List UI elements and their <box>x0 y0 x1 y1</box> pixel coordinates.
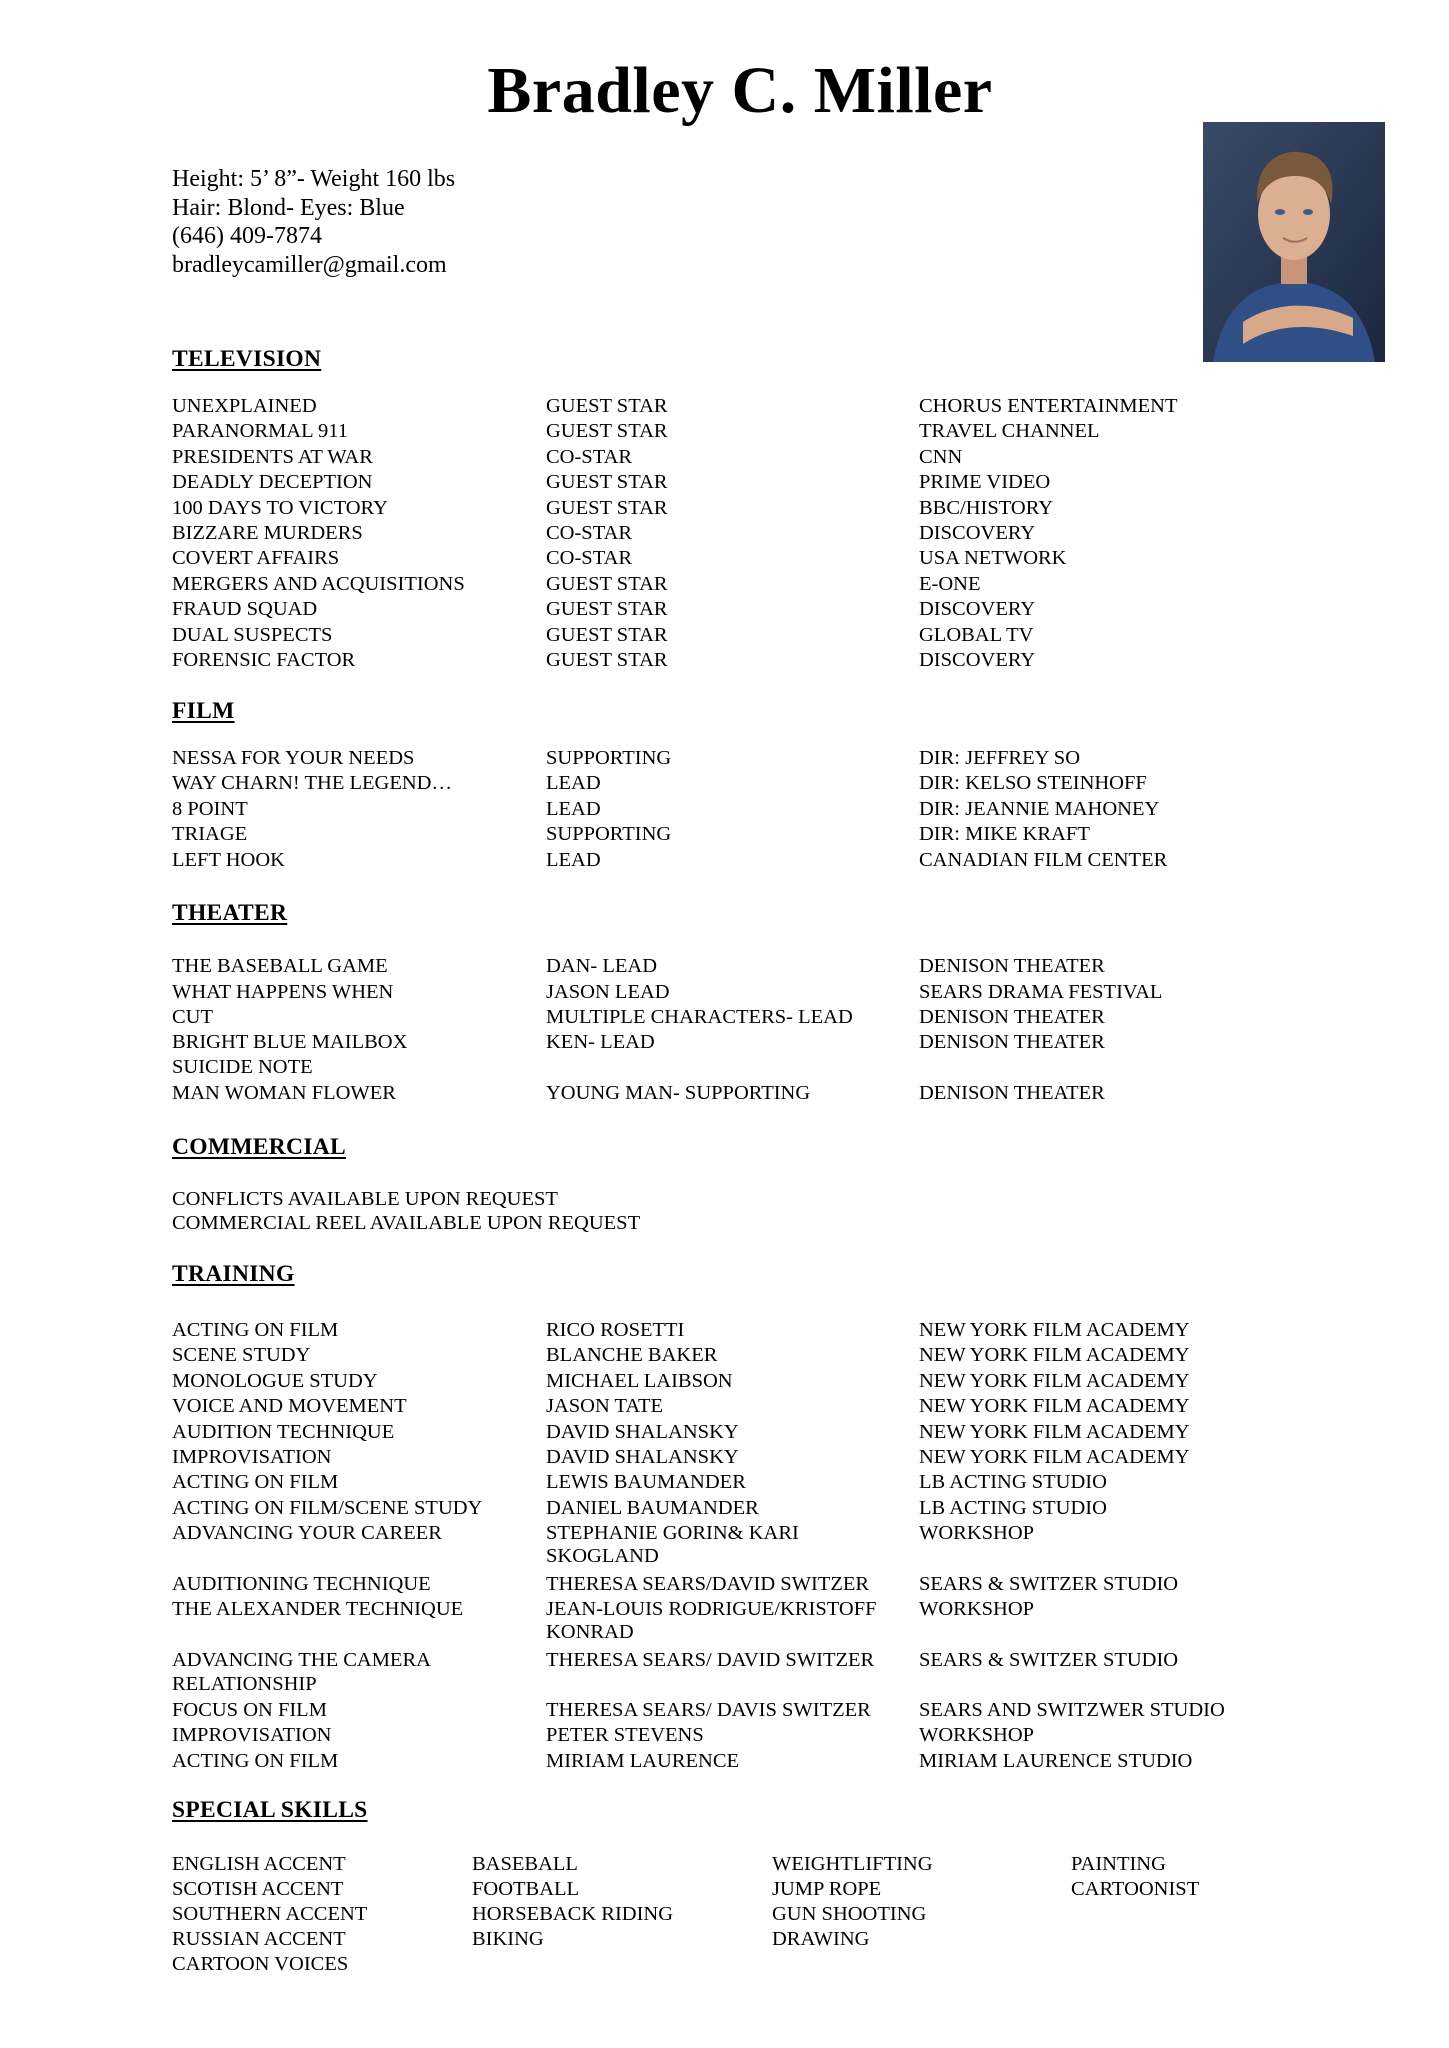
contact-height-weight: Height: 5’ 8”- Weight 160 lbs <box>172 166 456 192</box>
credit-role: MULTIPLE CHARACTERS- LEAD <box>546 1006 853 1029</box>
training-teacher: KONRAD <box>546 1621 634 1643</box>
training-school: NEW YORK FILM ACADEMY <box>919 1420 1190 1443</box>
skill-item: DRAWING <box>772 1928 870 1950</box>
training-class: VOICE AND MOVEMENT <box>172 1395 407 1418</box>
training-teacher: PETER STEVENS <box>546 1724 704 1747</box>
section-heading-training: TRAINING <box>172 1261 295 1287</box>
credit-network: PRIME VIDEO <box>919 471 1051 494</box>
training-teacher: THERESA SEARS/ DAVIS SWITZER <box>546 1698 871 1721</box>
training-teacher: DAVID SHALANSKY <box>546 1420 739 1443</box>
training-teacher: SKOGLAND <box>546 1545 659 1567</box>
credit-role: SUPPORTING <box>546 823 672 846</box>
credit-director: CANADIAN FILM CENTER <box>919 848 1168 871</box>
credit-role: DAN- LEAD <box>546 955 658 977</box>
credit-role: CO-STAR <box>546 547 633 570</box>
credit-venue: DENISON THEATER <box>919 1031 1105 1053</box>
credit-title: BRIGHT BLUE MAILBOX <box>172 1031 408 1053</box>
skill-item: CARTOONIST <box>1071 1878 1200 1900</box>
skill-item: PAINTING <box>1071 1853 1166 1875</box>
contact-hair-eyes: Hair: Blond- Eyes: Blue <box>172 194 405 221</box>
training-school: WORKSHOP <box>919 1724 1035 1747</box>
training-teacher: BLANCHE BAKER <box>546 1344 718 1367</box>
commercial-line: CONFLICTS AVAILABLE UPON REQUEST <box>172 1188 558 1210</box>
credit-title: 8 POINT <box>172 797 248 820</box>
credit-role: GUEST STAR <box>546 598 668 621</box>
credit-venue: DENISON THEATER <box>919 1006 1105 1029</box>
section-heading-theater: THEATER <box>172 900 288 926</box>
credit-network: CHORUS ENTERTAINMENT <box>919 395 1178 417</box>
credit-network: DISCOVERY <box>919 649 1036 671</box>
contact-email: bradleycamiller@gmail.com <box>172 251 447 278</box>
training-class: ACTING ON FILM <box>172 1319 339 1341</box>
skill-item: ENGLISH ACCENT <box>172 1853 346 1875</box>
skill-item: BASEBALL <box>472 1853 578 1875</box>
credit-title: SUICIDE NOTE <box>172 1056 313 1079</box>
commercial-line: COMMERCIAL REEL AVAILABLE UPON REQUEST <box>172 1212 641 1234</box>
training-class: AUDITION TECHNIQUE <box>172 1420 395 1443</box>
page-title: Bradley C. Miller <box>487 54 993 127</box>
credit-title: WAY CHARN! THE LEGEND… <box>172 772 452 795</box>
training-school: WORKSHOP <box>919 1522 1035 1545</box>
training-school: LB ACTING STUDIO <box>919 1471 1107 1494</box>
training-class: IMPROVISATION <box>172 1446 332 1468</box>
credit-title: TRIAGE <box>172 823 248 846</box>
skill-item: SCOTISH ACCENT <box>172 1878 344 1900</box>
credit-title: DUAL SUSPECTS <box>172 623 333 646</box>
training-teacher: DANIEL BAUMANDER <box>546 1496 759 1519</box>
credit-title: DEADLY DECEPTION <box>172 471 373 494</box>
credit-title: LEFT HOOK <box>172 848 285 871</box>
credit-title: PRESIDENTS AT WAR <box>172 445 373 468</box>
credit-role: JASON LEAD <box>546 980 670 1003</box>
training-class: RELATIONSHIP <box>172 1673 317 1696</box>
credit-title: NESSA FOR YOUR NEEDS <box>172 747 415 769</box>
credit-role: CO-STAR <box>546 445 633 468</box>
credit-role: GUEST STAR <box>546 395 668 417</box>
skill-item: FOOTBALL <box>472 1878 580 1900</box>
training-class: IMPROVISATION <box>172 1724 332 1747</box>
training-school: SEARS & SWITZER STUDIO <box>919 1648 1179 1671</box>
training-school: NEW YORK FILM ACADEMY <box>919 1344 1190 1367</box>
training-school: LB ACTING STUDIO <box>919 1496 1107 1519</box>
training-school: SEARS AND SWITZWER STUDIO <box>919 1698 1225 1721</box>
credit-role: GUEST STAR <box>546 471 668 494</box>
training-teacher: RICO ROSETTI <box>546 1319 685 1341</box>
skill-item: WEIGHTLIFTING <box>772 1853 933 1875</box>
credit-title: FORENSIC FACTOR <box>172 649 356 671</box>
training-teacher: JASON TATE <box>546 1395 664 1418</box>
credit-title: FRAUD SQUAD <box>172 598 318 621</box>
skill-item: CARTOON VOICES <box>172 1953 349 1975</box>
section-heading-special-skills: SPECIAL SKILLS <box>172 1797 368 1823</box>
credit-title: BIZZARE MURDERS <box>172 522 363 544</box>
credit-role: GUEST STAR <box>546 649 668 671</box>
credit-title: PARANORMAL 911 <box>172 420 348 443</box>
credit-role: SUPPORTING <box>546 747 672 769</box>
credit-network: BBC/HISTORY <box>919 496 1054 519</box>
training-school: SEARS & SWITZER STUDIO <box>919 1572 1179 1595</box>
training-teacher: DAVID SHALANSKY <box>546 1446 739 1468</box>
credit-role: GUEST STAR <box>546 496 668 519</box>
training-school: WORKSHOP <box>919 1598 1035 1620</box>
headshot-photo <box>1203 122 1385 362</box>
credit-title: WHAT HAPPENS WHEN <box>172 980 394 1003</box>
skill-item: SOUTHERN ACCENT <box>172 1903 368 1925</box>
credit-director: DIR: JEFFREY SO <box>919 747 1080 769</box>
credit-title: UNEXPLAINED <box>172 395 317 417</box>
credit-director: DIR: MIKE KRAFT <box>919 823 1090 846</box>
credit-network: USA NETWORK <box>919 547 1067 570</box>
credit-venue: SEARS DRAMA FESTIVAL <box>919 980 1163 1003</box>
credit-title: CUT <box>172 1006 213 1029</box>
credit-role: LEAD <box>546 797 601 820</box>
headshot-illustration <box>1203 122 1385 362</box>
credit-role: CO-STAR <box>546 522 633 544</box>
training-teacher: THERESA SEARS/ DAVID SWITZER <box>546 1648 875 1671</box>
credit-role: KEN- LEAD <box>546 1031 655 1053</box>
credit-role: LEAD <box>546 848 601 871</box>
credit-venue: DENISON THEATER <box>919 1082 1105 1104</box>
skill-item: BIKING <box>472 1928 544 1950</box>
training-school: NEW YORK FILM ACADEMY <box>919 1446 1190 1468</box>
credit-network: DISCOVERY <box>919 598 1036 621</box>
credit-role: GUEST STAR <box>546 623 668 646</box>
training-class: ACTING ON FILM <box>172 1749 339 1772</box>
credit-director: DIR: JEANNIE MAHONEY <box>919 797 1160 820</box>
credit-network: GLOBAL TV <box>919 623 1034 646</box>
credit-network: E-ONE <box>919 572 981 595</box>
skill-item: HORSEBACK RIDING <box>472 1903 674 1925</box>
section-heading-television: TELEVISION <box>172 346 322 372</box>
credit-director: DIR: KELSO STEINHOFF <box>919 772 1147 795</box>
training-class: ACTING ON FILM <box>172 1471 339 1494</box>
training-class: AUDITIONING TECHNIQUE <box>172 1572 431 1595</box>
training-teacher: LEWIS BAUMANDER <box>546 1471 746 1494</box>
credit-role: YOUNG MAN- SUPPORTING <box>546 1082 811 1104</box>
training-teacher: STEPHANIE GORIN& KARI <box>546 1522 799 1545</box>
training-class: ADVANCING THE CAMERA <box>172 1648 431 1671</box>
credit-title: 100 DAYS TO VICTORY <box>172 496 388 519</box>
training-class: MONOLOGUE STUDY <box>172 1369 378 1392</box>
skill-item: RUSSIAN ACCENT <box>172 1928 346 1950</box>
training-class: SCENE STUDY <box>172 1344 311 1367</box>
training-teacher: THERESA SEARS/DAVID SWITZER <box>546 1572 870 1595</box>
credit-title: MERGERS AND ACQUISITIONS <box>172 572 465 595</box>
credit-role: LEAD <box>546 772 601 795</box>
credit-role: GUEST STAR <box>546 420 668 443</box>
training-class: FOCUS ON FILM <box>172 1698 327 1721</box>
credit-network: CNN <box>919 445 963 468</box>
training-class: THE ALEXANDER TECHNIQUE <box>172 1598 464 1620</box>
skill-item: JUMP ROPE <box>772 1878 882 1900</box>
credit-network: TRAVEL CHANNEL <box>919 420 1100 443</box>
credit-network: DISCOVERY <box>919 522 1036 544</box>
training-school: NEW YORK FILM ACADEMY <box>919 1319 1190 1341</box>
section-heading-commercial: COMMERCIAL <box>172 1134 347 1160</box>
credit-title: MAN WOMAN FLOWER <box>172 1082 396 1104</box>
credit-title: THE BASEBALL GAME <box>172 955 388 977</box>
training-teacher: JEAN-LOUIS RODRIGUE/KRISTOFF <box>546 1598 877 1620</box>
contact-info <box>172 165 455 279</box>
training-teacher: MICHAEL LAIBSON <box>546 1369 733 1392</box>
contact-phone: (646) 409-7874 <box>172 223 322 249</box>
credit-title: COVERT AFFAIRS <box>172 547 340 570</box>
training-class: ADVANCING YOUR CAREER <box>172 1522 442 1545</box>
training-school: NEW YORK FILM ACADEMY <box>919 1369 1190 1392</box>
credit-venue: DENISON THEATER <box>919 955 1105 977</box>
section-heading-film: FILM <box>172 698 235 724</box>
training-school: MIRIAM LAURENCE STUDIO <box>919 1749 1193 1772</box>
skill-item: GUN SHOOTING <box>772 1903 927 1925</box>
training-class: ACTING ON FILM/SCENE STUDY <box>172 1496 483 1519</box>
training-school: NEW YORK FILM ACADEMY <box>919 1395 1190 1418</box>
credit-role: GUEST STAR <box>546 572 668 595</box>
training-teacher: MIRIAM LAURENCE <box>546 1749 740 1772</box>
